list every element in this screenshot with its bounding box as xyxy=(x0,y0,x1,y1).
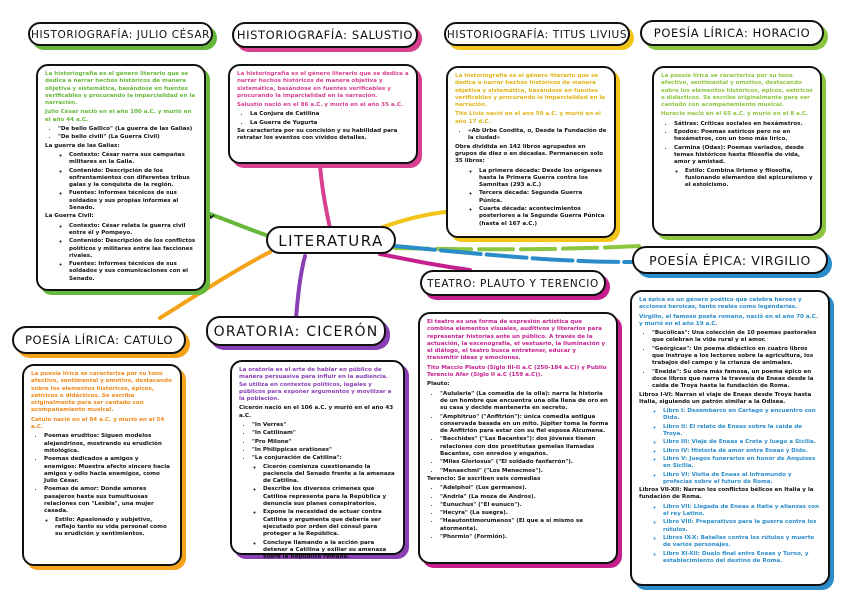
box-teatro: El teatro es una forma de expresión artística que combina elementos visuales, auditivos y literarios para representar historias ante un público. A través de la actuación, la escenografía, el vestuario, la iluminación y el diálogo, el teatro busca entretener, educar y transmitir ideas y emociones. Tito Maccio Plauto (Siglo III-II a.C (250-184 a.C)) y Publio Terencio Afer (Siglo II a.C (159 a.C)). Plauto: • "Aulularia" (La comedia de la olla): narra la historia de un hombre que encuentra una olla llena de oro en su casa y decide mantenerla en secreto. • "Amphitruo" ("Anfitrión"): única comedia antigua conservada basada en un mito. Júpiter toma la forma de Anfitrión para estar con su fiel esposa Alcumena. • "Bacchides" ("Las Bacantes"): dos jóvenes tienen relaciones con dos prostitutas gemelas llamadas Bacantes, con enredos y engaños. • "Miles Gloriosus" ("El soldado fanfarrón"). • "Menaechmi" ("Los Menecmos"). Terencio: Se escriben seis comedias • "Adelphoi" (Los germanos). • "Andria" (La moza de Andros). • "Eunuchus" ("El eunuco"). • "Hecyra" (La suegra). • "Heautontimorumenos" (El que a sí mismo se atormenta). • "Phormio" (Formión). xyxy=(418,312,618,564)
title-teatro: TEATRO: PLAUTO Y TERENCIO xyxy=(420,270,606,296)
title-catulo: POESÍA LÍRICA: CATULO xyxy=(12,326,186,354)
connector-teatro xyxy=(380,254,470,270)
center-node xyxy=(266,226,396,254)
connector-salustio xyxy=(320,165,330,228)
connector-ciceron xyxy=(296,256,305,318)
title-livio: HISTORIOGRAFÍA: TITUS LIVIUS xyxy=(444,22,630,46)
box-virgilio: La épica es un género poético que celebra héroes y acciones heroicas, tanto reales como legendarias. Virgilio, el famoso poeta romano, nació en el año 70 a.C. y murió en el año 19 a.C. • "Bucólicas": Una colección de 10 poemas pastorales que celebran la vida rural y el amor. • "Geórgicas": Un poema didáctico en cuatro libros que instruye a los lectores sobre la agricultura, los trabajos del campo y la crianza de animales. • "Eneida": Su obra más famosa, un poema épico en doce libros que narra la travesía de Eneas desde la caída de Troya hasta la fundación de Roma. Libros I-VI: Narran el viaje de Eneas desde Troya hasta Italia, siguiendo un patrón similar a la Odisea. ◦ Libro I: Desembarco en Cartago y encuentro con Dido. ◦ Libro II: El relato de Eneas sobre la caída de Troya. ◦ Libro III: Viaje de Eneas a Creta y luego a Sicilia. ◦ Libro IV: Historia de amor entre Eneas y Dido. ◦ Libro V: Juegos funerarios en honor de Anquises en Sicilia. ◦ Libro VI: Visita de Eneas al inframundo y profecías sobre el futuro de Roma. Libros VII-XII: Narran los conflictos bélicos en Italia y la fundación de Roma. ◦ Libro VII: Llegada de Eneas a Italia y alianzas con el rey Latino. ◦ Libro VIII: Preparativos para la guerra contra los rútulos. ◦ Libros IX-X: Batallas contra los rútulos y muerte de varios personajes. ◦ Libro XI-XII: Duelo final entre Eneas y Turno, y establecimiento del destino de Roma. xyxy=(630,290,830,586)
title-horacio: POESÍA LÍRICA: HORACIO xyxy=(640,20,824,46)
connector-virgilio xyxy=(395,246,635,262)
connector-cesar xyxy=(210,214,275,238)
box-livio: La historiografía es el género literario que se dedica a narrar hechos históricos de manera objetiva y sistemática, basándose en fuentes verificables y procurando la imparcialidad en la narración. Tito Livio nació en el año 59 a.C. y murió en el año 17 d.C. • «Ab Urbe Condita, o, Desde la Fundación de la ciudad» Obra dividida en 142 libros agrupados en grupos de diez o en décadas. Permanecen solo 35 libros: ◦ La primera década: Desde los orígenes hasta la Primera Guerra contra los Samnitas (293 a.C.) ◦ Tercera década: Segunda Guerra Púnica. ◦ Cuarta década: acontecimientos posteriores a la Segunda Guerra Púnica (hasta el 167 a.C.) xyxy=(446,66,616,238)
box-horacio: La poesía lírica se caracteriza por su tono afectivo, sentimental y emotivo, destacando sobre los elementos históricos, épicos, satíricos o didácticos. Se escribe originalmente para ser cantado con acompañamiento musical. Horacio nació en el 65 a.C. y murió en el 8 a.C. • Sátiras: Críticas sociales en hexámetros. • Epodos: Poemas satíricos pero no en hexámetros, con un tono más lírico. • Carmina (Odas): Poemas variados, desde temas históricos hasta filosofía de vida, amor y amistad. ◦ Estilo: Combina lirismo y filosofía, fusionando elementos del epicureísmo y el estoicismo. xyxy=(652,66,822,236)
title-ciceron: ORATORIA: CICERÓN xyxy=(206,316,386,346)
box-salustio: La historiografía es el género literario que se dedica a narrar hechos históricos de manera objetiva y sistemática, basándose en fuentes verificables y procurando la imparcialidad en la narración. Salustio nació en el 86 a.C. y murió en el año 35 a.C. • La Conjura de Catilina • La Guerra de Yugurta Se caracteriza por su concisión y su habilidad para retratar los eventos con vívidos detalles. xyxy=(228,64,418,164)
center-label: LITERATURA xyxy=(278,232,384,250)
title-salustio: HISTORIOGRAFÍA: SALUSTIO xyxy=(232,22,418,48)
box-cesar: La historiografía es el género literario que se dedica a narrar hechos históricos de manera objetiva y sistemática, basándose en fuentes verificables y procurando la imparcialidad en la narración. Julio César nació en el año 100 a.C. y murió en el año 44 a.C. • "De bello Gallico" (La guerra de las Galias) • "De bello civili" (La Guerra Civil) La guerra de las Galias: ◦ Contexto: César narra sus campañas militares en la Galia. ◦ Contenido: Descripción de los enfrentamientos con diferentes tribus galas y la conquista de la región. ◦ Fuentes: Informes técnicos de sus soldados y sus propias informes al Senado. La Guerra Civil: ◦ Contexto: César relata la guerra civil entre él y Pompeyo. ◦ Contenido: Descripción de los conflictos políticos y militares entre las facciones rivales. ◦ Fuentes: Informes técnicos de sus soldados y sus comunicaciones con el Senado. xyxy=(36,64,206,291)
box-catulo: La poesía lírica se caracteriza por su tono afectivo, sentimental y emotivo, destacando sobre los elementos históricos, épicos, satíricos o didácticos. Se escribe originalmente para ser cantado con acompañamiento musical. Catulo nació en el 84 a.C. y murió en el 54 a.C. • Poemas eruditos: Siguen modelos alejandrinos, mostrando su erudición mitológica. • Poemas dedicados a amigos y enemigos: Muestra afecto sincero hacia amigos y odio hacia enemigos, como Julio César. • Poemas de amor: Donde amores pasajeros hasta sus tumultuosas relaciones con "Lesbia", una mujer casada. ◦ Estilo: Apasionado y subjetivo, reflejo tanto su vida personal como su erudición y sentimientos. xyxy=(22,364,182,566)
title-cesar: HISTORIOGRAFÍA: JULIO CÉSAR xyxy=(28,22,213,46)
title-virgilio: POESÍA ÉPICA: VIRGILIO xyxy=(632,246,828,274)
box-ciceron: La oratoria es el arte de hablar en público de manera persuasiva para influir en la audiencia. Se utiliza en contextos políticos, legales y públicos para exponer argumentos y movilizar a la población. Cicerón nació en el 106 a.C. y murió en el año 43 a.C. • "In Verres" • "In Catilinam" • "Pro Milone" • "In Philippicas orationes" • "La conjuración de Catilina": ◦ Cicerón comienza cuestionando la paciencia del Senado frente a la amenaza de Catilina. ◦ Describe los diversos crímenes que Catilina representa para la República y denuncia sus planes conspiratorios. ◦ Expone la necesidad de actuar contra Catilina y argumenta que debería ser ejecutado por orden del cónsul para proteger a la República. ◦ Concluye llamando a la acción para detener a Catilina y exiliar su amenaza sobre la República romana. xyxy=(230,360,405,555)
